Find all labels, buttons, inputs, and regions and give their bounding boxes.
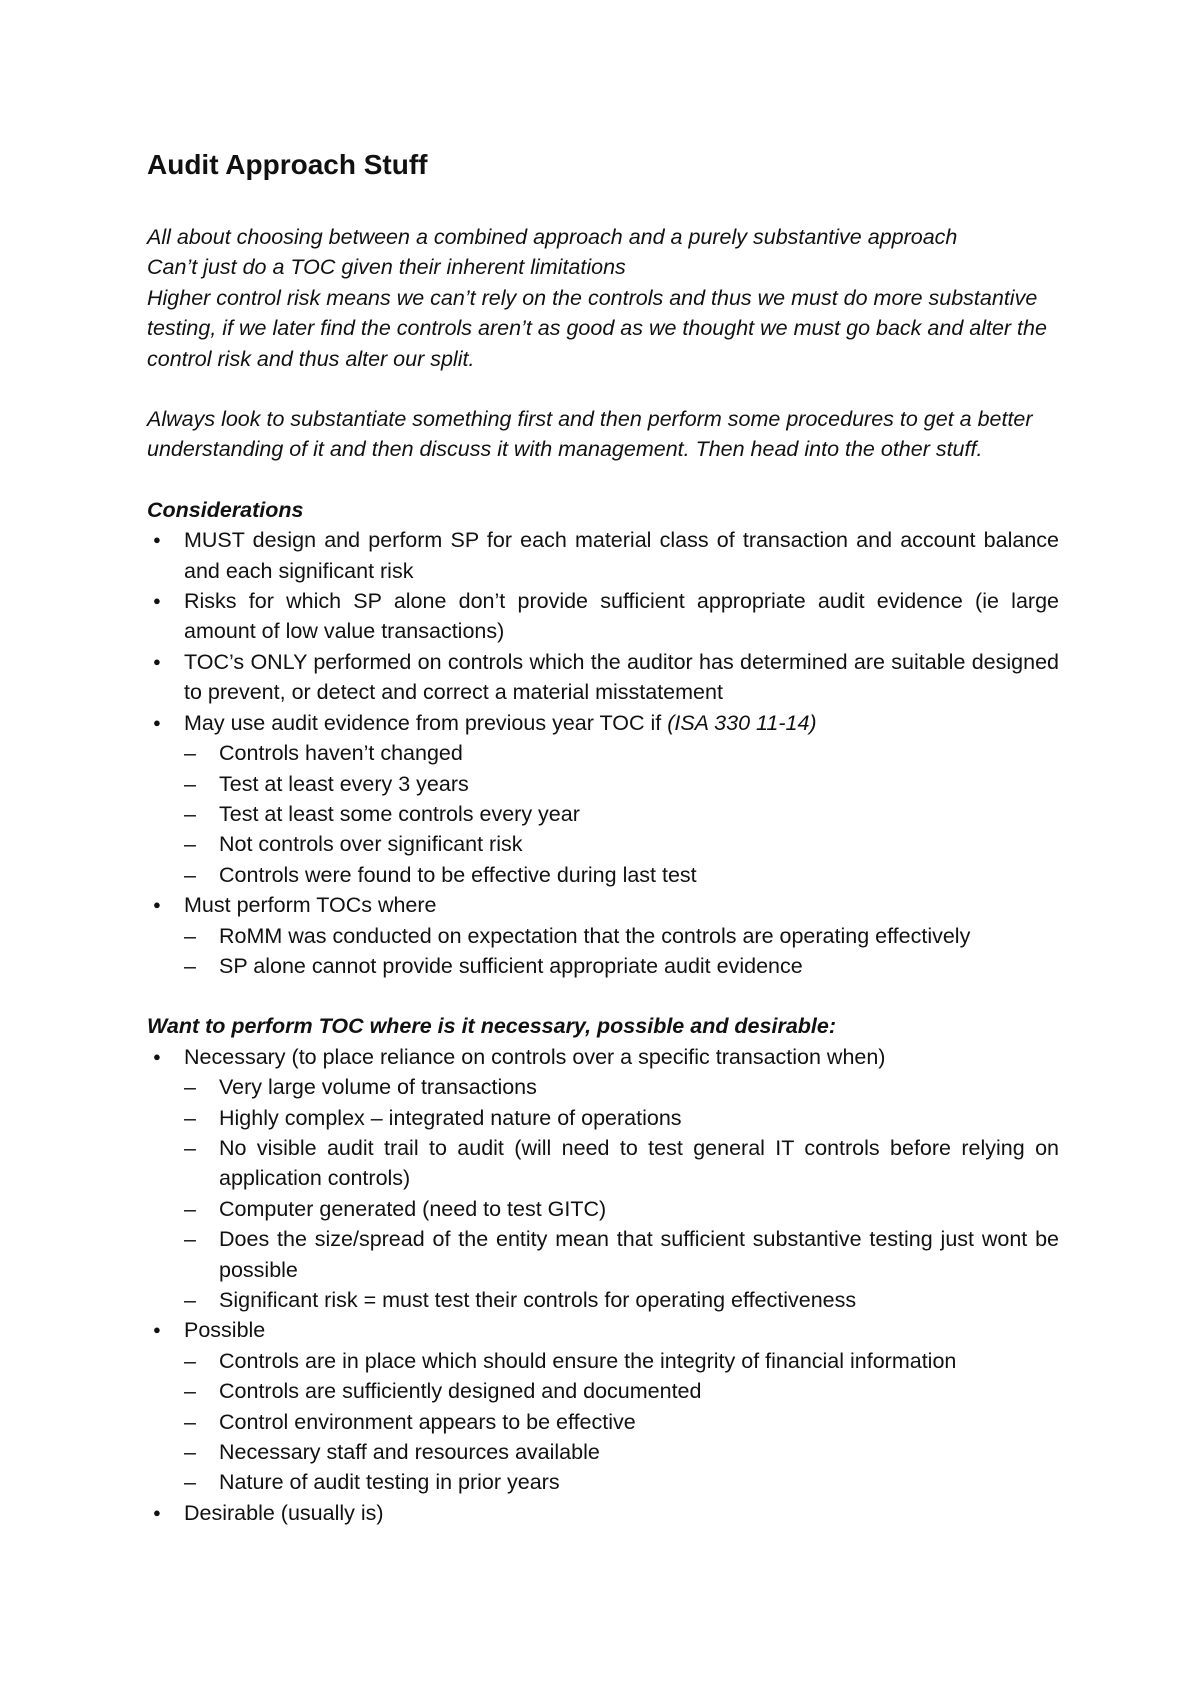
sublist	[184, 1346, 1059, 1498]
sublist-item: – Very large volume of transactions	[184, 1075, 537, 1100]
intro-line: Always look to substantiate something first and then perform some procedures to get a better understanding of it and then discuss it with management. Then head into the other stuff.	[147, 407, 1033, 462]
sublist-item: – Control environment appears to be effective	[184, 1409, 636, 1434]
list-item: ● MUST design and perform SP for each material class of transaction and account balance and each significant risk	[147, 525, 1059, 586]
isa-reference: (ISA 330 11-14)	[667, 710, 817, 735]
sublist-item: – SP alone cannot provide sufficient appropriate audit evidence	[184, 953, 803, 978]
list-item: ● Must perform TOCs where – RoMM was conducted on expectation that the controls are operating effectively – SP alone cannot provide sufficient appropriate audit evidence	[147, 890, 1059, 981]
sublist-item: – Nature of audit testing in prior years	[184, 1470, 560, 1495]
bullet-icon: ●	[153, 593, 161, 609]
intro-block	[147, 222, 1059, 465]
list-item: ● Necessary (to place reliance on controls over a specific transaction when) – Very large volume of transactions – Highly complex – integrated nature of operations – No visible audit trail to audit (will need to test general IT controls before relying on application controls) – Computer generated (need to test GITC) – Does the size/spread of the entity mean that sufficient substantive testing just wont be possible – Significant risk = must test their controls for operating effectiveness	[147, 1042, 1059, 1316]
sublist-item: – Does the size/spread of the entity mean that sufficient substantive testing just wont be possible	[184, 1227, 1059, 1282]
list-item: ● TOC’s ONLY performed on controls which the auditor has determined are suitable designed to prevent, or detect and correct a material misstatement	[147, 647, 1059, 708]
sublist-item: – Computer generated (need to test GITC)	[184, 1196, 607, 1221]
considerations-list	[147, 525, 1059, 981]
bullet-icon: ●	[153, 897, 161, 913]
bullet-icon: ●	[153, 1048, 161, 1064]
sublist-item: – Significant risk = must test their controls for operating effectiveness	[184, 1288, 857, 1312]
page-title: Audit Approach Stuff	[147, 149, 428, 180]
list-item: ● May use audit evidence from previous year TOC if (ISA 330 11-14) – Controls haven’t changed – Test at least every 3 years – Test at least some controls every year – Not controls over significant risk – Controls were found to be effective during last test	[147, 708, 1059, 890]
sublist-item: – Test at least some controls every year	[184, 801, 580, 826]
bullet-icon: ●	[153, 532, 161, 548]
intro-line: All about choosing between a combined approach and a purely substantive approach	[147, 225, 958, 249]
sublist-item: – No visible audit trail to audit (will need to test general IT controls before relying on application controls)	[184, 1135, 1059, 1191]
bullet-icon: ●	[153, 653, 161, 669]
sublist-item: – Not controls over significant risk	[184, 832, 523, 857]
sublist	[184, 738, 1059, 890]
want-heading: Want to perform TOC where is it necessary, possible and desirable:	[147, 1014, 836, 1039]
list-item: ● Possible – Controls are in place which should ensure the integrity of financial information – Controls are sufficiently designed and documented – Control environment appears to be effective – Necessary staff and resources available – Nature of audit testing in prior years	[147, 1315, 1059, 1497]
considerations-heading: Considerations	[147, 497, 304, 522]
intro-line: Can’t just do a TOC given their inherent limitations	[147, 255, 626, 280]
sublist-item: – Controls are sufficiently designed and documented	[184, 1379, 702, 1404]
sublist	[184, 921, 1059, 982]
sublist	[184, 1072, 1059, 1315]
sublist-item: – Test at least every 3 years	[184, 771, 469, 796]
list-item: ● Risks for which SP alone don’t provide sufficient appropriate audit evidence (ie large amount of low value transactions)	[147, 586, 1059, 647]
sublist-item: – Controls were found to be effective during last test	[184, 862, 697, 887]
want-list	[147, 1042, 1059, 1529]
bullet-icon: ●	[153, 1504, 161, 1520]
sublist-item: – Controls are in place which should ensure the integrity of financial information	[184, 1348, 957, 1373]
document-body	[147, 148, 1059, 1528]
sublist-item: – Necessary staff and resources available	[184, 1440, 600, 1465]
sublist-item: – RoMM was conducted on expectation that the controls are operating effectively	[184, 923, 971, 948]
list-item: ● Desirable (usually is)	[147, 1498, 1059, 1528]
sublist-item: – Highly complex – integrated nature of operations	[184, 1105, 682, 1130]
sublist-item: – Controls haven’t changed	[184, 741, 463, 766]
bullet-icon: ●	[153, 714, 161, 730]
intro-line: Higher control risk means we can’t rely on the controls and thus we must do more substantive testing, if we later find the controls aren’t as good as we thought we must go back and alter the control risk and thus alter our split.	[147, 285, 1047, 371]
bullet-icon: ●	[153, 1322, 161, 1338]
